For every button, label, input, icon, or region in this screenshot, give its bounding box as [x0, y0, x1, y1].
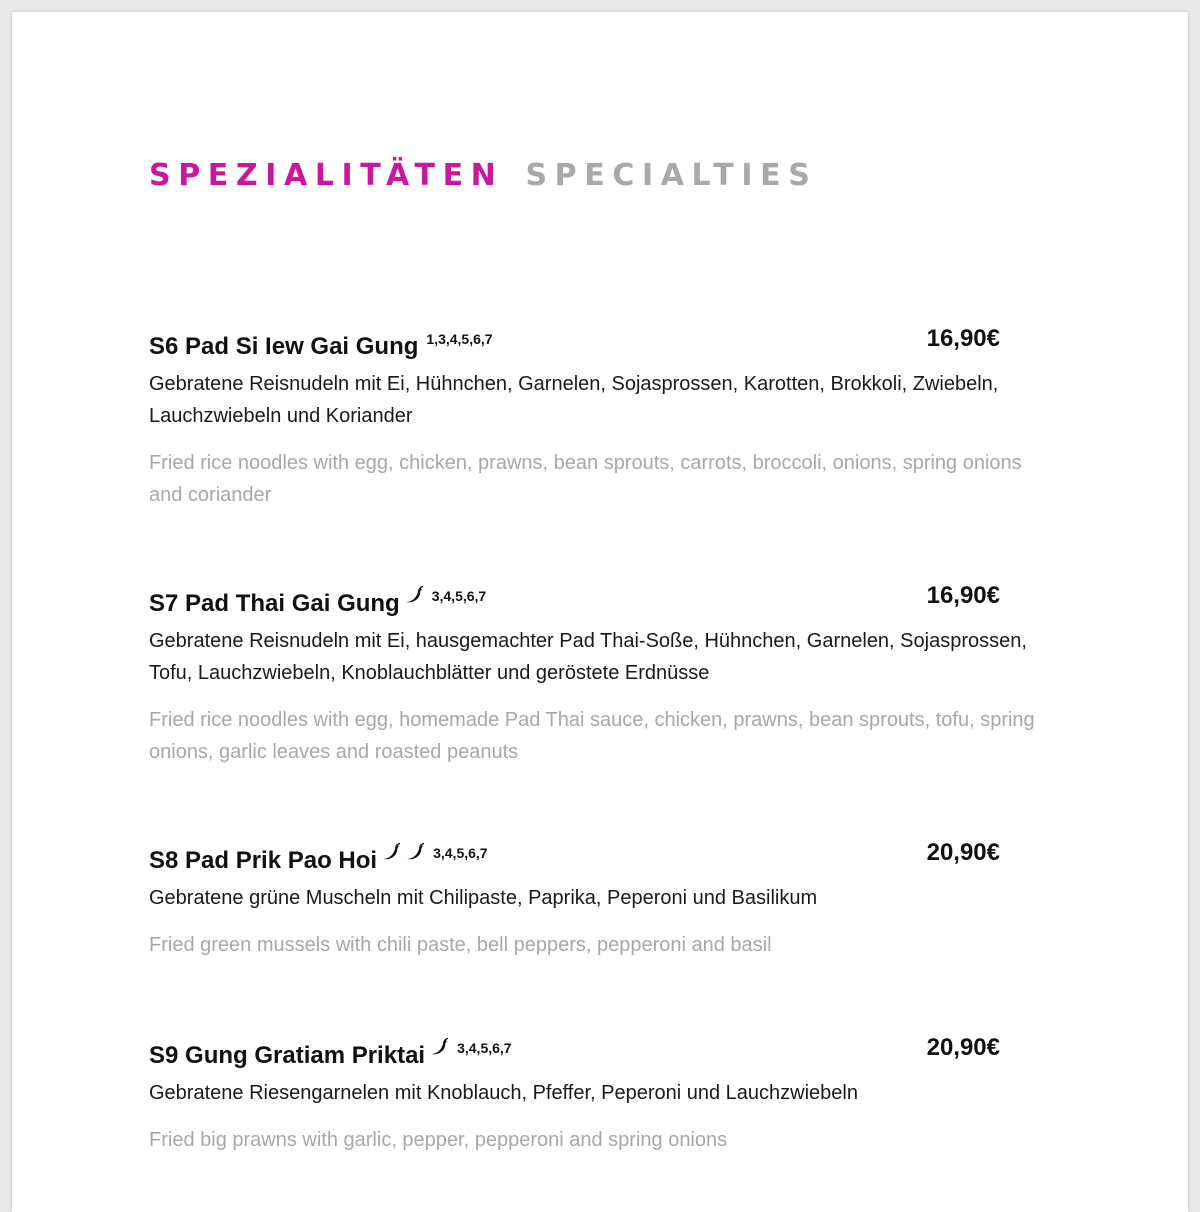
allergen-codes: 3,4,5,6,7: [433, 845, 488, 861]
allergen-codes: 1,3,4,5,6,7: [426, 331, 493, 347]
description-english: Fried green mussels with chili paste, bell peppers, pepperoni and basil: [149, 934, 772, 956]
chili-pepper-icon: [429, 1037, 449, 1057]
dish-price: 16,90€: [926, 325, 1000, 352]
description-german: Gebratene grüne Muscheln mit Chilipaste, Paprika, Peperoni und Basilikum: [149, 887, 818, 909]
chili-pepper-icon: [405, 842, 425, 862]
section-heading: [149, 158, 817, 194]
dish-title: S8 Pad Prik Pao Hoi: [149, 847, 378, 874]
menu-item-header: [149, 579, 1049, 617]
menu-page: [12, 12, 1188, 1212]
description-english: Fried rice noodles with egg, homemade Pad Thai sauce, chicken, prawns, bean sprouts, tofu, spring onions, garlic leaves and roasted peanuts: [149, 709, 1035, 763]
allergen-codes: 3,4,5,6,7: [431, 588, 487, 604]
menu-item-header: [149, 1031, 1049, 1069]
spice-indicator: [425, 1042, 449, 1069]
heading-english: SPECIALTIES: [525, 158, 818, 193]
menu-item: [149, 322, 1049, 511]
description-german: Gebratene Reisnudeln mit Ei, Hühnchen, Garnelen, Sojasprossen, Karotten, Brokkoli, Zwiebeln, Lauchzwiebeln und Koriander: [149, 373, 999, 427]
spice-indicator: [400, 590, 424, 617]
description-english: Fried big prawns with garlic, pepper, pepperoni and spring onions: [149, 1129, 728, 1151]
dish-title: S7 Pad Thai Gai Gung: [149, 590, 400, 617]
menu-item-header: [149, 322, 1049, 360]
chili-pepper-icon: [381, 842, 401, 862]
description-english: Fried rice noodles with egg, chicken, prawns, bean sprouts, carrots, broccoli, onions, spring onions and coriander: [149, 452, 1022, 506]
description-german: Gebratene Riesengarnelen mit Knoblauch, Pfeffer, Peperoni und Lauchzwiebeln: [149, 1082, 858, 1104]
menu-item: [149, 1031, 1049, 1156]
menu-item: [149, 579, 1049, 768]
dish-price: 20,90€: [926, 1034, 1000, 1061]
chili-pepper-icon: [404, 585, 424, 605]
dish-title: S6 Pad Si Iew Gai Gung: [149, 333, 419, 360]
dish-title: S9 Gung Gratiam Priktai: [149, 1042, 426, 1069]
heading-german: SPEZIALITÄTEN: [149, 158, 504, 193]
description-german: Gebratene Reisnudeln mit Ei, hausgemachter Pad Thai-Soße, Hühnchen, Garnelen, Sojasprossen, Tofu, Lauchzwiebeln, Knoblauchblätter und geröstete Erdnüsse: [149, 630, 1027, 684]
menu-item-header: [149, 836, 1049, 874]
spice-indicator: [377, 847, 425, 874]
dish-price: 20,90€: [926, 839, 1000, 866]
dish-price: 16,90€: [926, 582, 1000, 609]
allergen-codes: 3,4,5,6,7: [457, 1040, 512, 1056]
menu-item: [149, 836, 1049, 961]
